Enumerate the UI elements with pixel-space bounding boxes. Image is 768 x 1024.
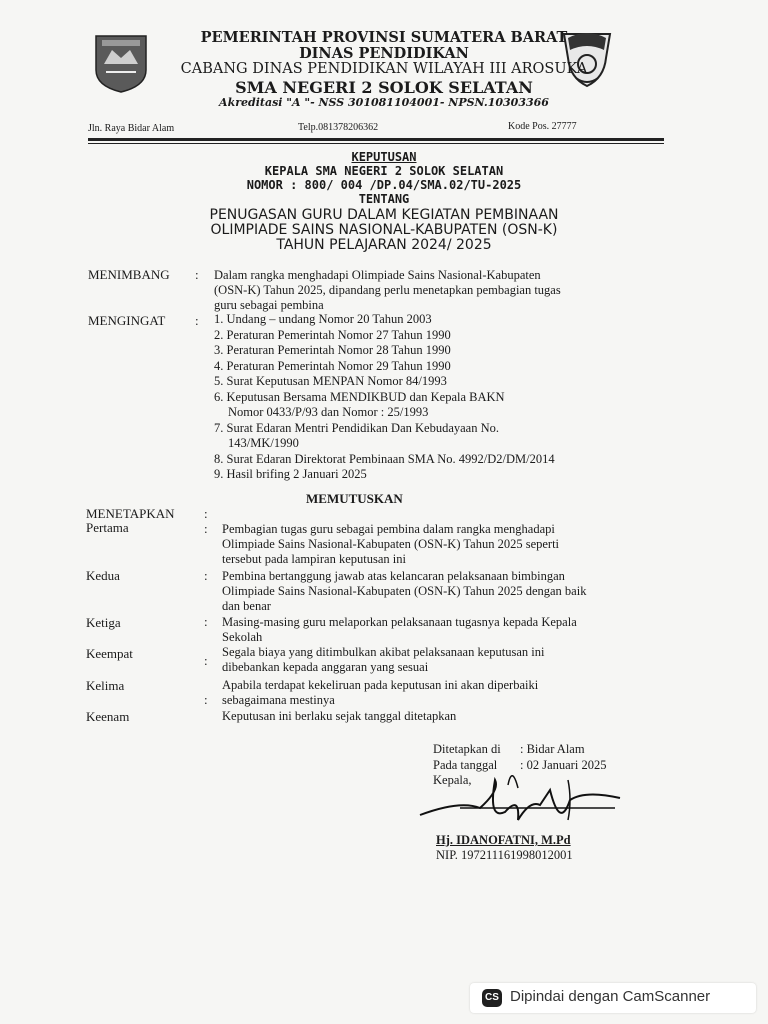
header-government: PEMERINTAH PROVINSI SUMATERA BARAT <box>200 29 568 46</box>
decision-line: sebagaimana mestinya <box>222 693 335 707</box>
pertama-colon: : <box>204 521 208 536</box>
list-item: 3. Peraturan Pemerintah Nomor 28 Tahun 1990 <box>214 343 451 357</box>
signatory-name: Hj. IDANOFATNI, M.Pd <box>436 833 571 847</box>
keenam-text <box>222 709 456 724</box>
decree-subject-1: PENUGASAN GURU DALAM KEGIATAN PEMBINAAN <box>209 207 559 223</box>
mengingat-list <box>214 312 555 483</box>
list-item: 5. Surat Keputusan MENPAN Nomor 84/1993 <box>214 374 447 388</box>
decree-title: KEPUTUSAN <box>351 150 417 164</box>
tanggal-value: : 02 Januari 2025 <box>520 758 607 772</box>
tanggal-label: Pada tanggal <box>433 758 498 772</box>
kelima-label: Kelima <box>86 678 125 693</box>
decision-line: Keputusan ini berlaku sejak tanggal ditetapkan <box>222 709 457 723</box>
menetapkan-colon: : <box>204 506 208 521</box>
header-phone: Telp.081378206362 <box>298 122 379 133</box>
decision-line: dibebankan kepada anggaran yang sesuai <box>222 660 429 674</box>
decree-issuer: KEPALA SMA NEGERI 2 SOLOK SELATAN <box>264 164 504 178</box>
list-item: 143/MK/1990 <box>228 436 299 450</box>
header-accreditation: Akreditasi "A "- NSS 301081104001- NPSN.10303366 <box>219 96 549 109</box>
decision-line: Pembagian tugas guru sebagai pembina dalam rangka menghadapi <box>222 522 555 536</box>
keempat-colon: : <box>204 653 208 668</box>
decree-tentang: TENTANG <box>358 192 410 206</box>
camscanner-logo-icon: CS <box>482 989 502 1007</box>
decree-subject-2: OLIMPIADE SAINS NASIONAL-KABUPATEN (OSN-K) <box>210 222 558 238</box>
menimbang-label: MENIMBANG <box>88 267 170 282</box>
ketiga-text <box>222 615 660 645</box>
kedua-colon: : <box>204 568 208 583</box>
decision-line: Masing-masing guru melaporkan pelaksanaan tugasnya kepada Kepala <box>222 615 577 629</box>
keempat-text <box>222 645 660 675</box>
camscanner-text: Dipindai dengan CamScanner <box>510 988 711 1005</box>
mengingat-label: MENGINGAT <box>88 313 166 328</box>
kedua-label: Kedua <box>86 568 120 583</box>
list-item: Nomor 0433/P/93 dan Nomor : 25/1993 <box>228 405 429 419</box>
menimbang-line: guru sebagai pembina <box>214 298 324 312</box>
list-item: 1. Undang – undang Nomor 20 Tahun 2003 <box>214 312 432 326</box>
ketiga-colon: : <box>204 614 208 629</box>
ditetapkan-value: : Bidar Alam <box>520 742 585 756</box>
decision-line: Olimpiade Sains Nasional-Kabupaten (OSN-K) Tahun 2025 dengan baik <box>222 584 587 598</box>
list-item: 9. Hasil brifing 2 Januari 2025 <box>214 467 367 481</box>
keenam-label: Keenam <box>86 709 130 724</box>
decision-line: Segala biaya yang ditimbulkan akibat pelaksanaan keputusan ini <box>222 645 545 659</box>
decree-subject-3: TAHUN PELAJARAN 2024/ 2025 <box>276 237 492 253</box>
kelima-text <box>222 678 660 708</box>
decision-line: tersebut pada lampiran keputusan ini <box>222 552 406 566</box>
kelima-colon: : <box>204 692 208 707</box>
decision-line: dan benar <box>222 599 271 613</box>
mengingat-colon: : <box>195 313 199 328</box>
list-item: 6. Keputusan Bersama MENDIKBUD dan Kepala BAKN <box>214 389 505 404</box>
menetapkan-label: MENETAPKAN <box>86 506 175 521</box>
header-postal: Kode Pos. 27777 <box>508 121 577 132</box>
list-item: 8. Surat Edaran Direktorat Pembinaan SMA No. 4992/D2/DM/2014 <box>214 451 555 466</box>
menimbang-line: Dalam rangka menghadapi Olimpiade Sains Nasional-Kabupaten <box>214 268 541 282</box>
decision-line: Pembina bertanggung jawab atas kelancaran pelaksanaan bimbingan <box>222 569 565 583</box>
list-item: 4. Peraturan Pemerintah Nomor 29 Tahun 1990 <box>214 358 451 373</box>
ditetapkan-label: Ditetapkan di <box>433 742 501 756</box>
decree-number: NOMOR : 800/ 004 /DP.04/SMA.02/TU-2025 <box>246 178 522 192</box>
kepala-label: Kepala, <box>433 773 472 787</box>
header-address: Jln. Raya Bidar Alam <box>88 123 175 134</box>
header-school: SMA NEGERI 2 SOLOK SELATAN <box>235 78 533 97</box>
menimbang-colon: : <box>195 267 199 282</box>
header-agency: DINAS PENDIDIKAN <box>299 45 469 62</box>
menimbang-text <box>214 268 561 313</box>
header-branch: CABANG DINAS PENDIDIKAN WILAYAH III AROSUKA <box>180 61 588 77</box>
memutuskan-heading: MEMUTUSKAN <box>306 491 403 506</box>
pertama-label: Pertama <box>86 520 129 535</box>
signature-icon <box>400 760 640 840</box>
signatory-nip: NIP. 197211161998012001 <box>436 848 573 862</box>
keempat-label: Keempat <box>86 646 133 661</box>
header-divider-thin <box>88 143 664 144</box>
decision-line: Apabila terdapat kekeliruan pada keputusan ini akan diperbaiki <box>222 678 539 692</box>
list-item: 2. Peraturan Pemerintah Nomor 27 Tahun 1990 <box>214 327 451 342</box>
decision-line: Olimpiade Sains Nasional-Kabupaten (OSN-K) Tahun 2025 seperti <box>222 537 560 551</box>
list-item: 7. Surat Edaran Mentri Pendidikan Dan Kebudayaan No. <box>214 420 499 435</box>
camscanner-watermark <box>470 983 756 1013</box>
ketiga-label: Ketiga <box>86 615 121 630</box>
decision-line: Sekolah <box>222 630 263 644</box>
header-divider-thick <box>88 138 664 141</box>
kedua-text <box>222 569 660 614</box>
menimbang-line: (OSN-K) Tahun 2025, dipandang perlu menetapkan pembagian tugas <box>214 283 561 297</box>
pertama-text <box>222 522 660 567</box>
